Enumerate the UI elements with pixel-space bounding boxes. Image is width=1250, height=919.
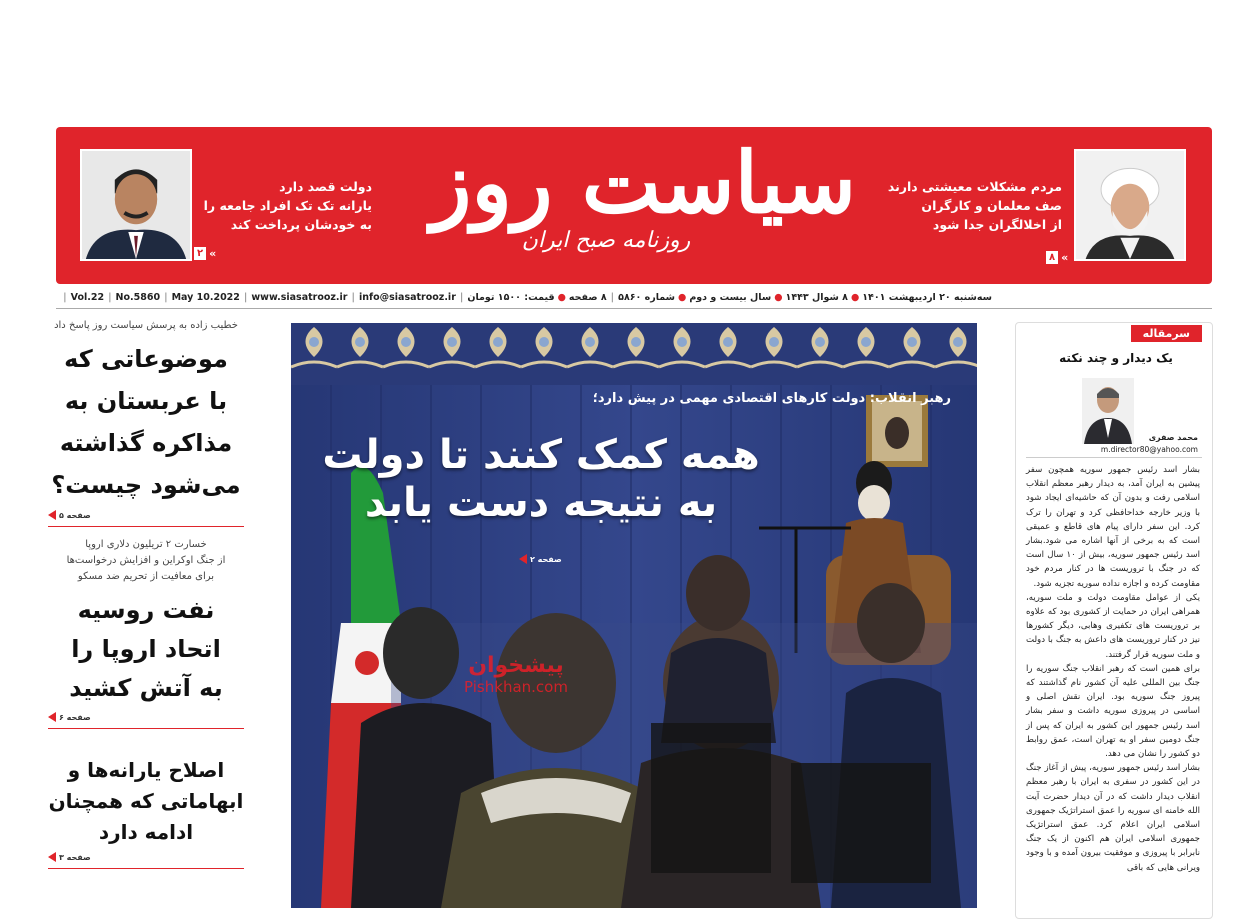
page-reference-label: صفحه ۲: [530, 554, 562, 564]
teaser-line: صف معلمان و کارگران: [921, 198, 1062, 213]
headline-line: ادامه دارد: [98, 820, 194, 844]
headline-line: به نتیجه دست یابد: [364, 480, 718, 526]
headline-line: با عربستان به: [64, 387, 228, 415]
editorial-paragraph: بشار اسد رئیس جمهور سوریه، پیش از آغاز جنگ در این کشور در سفری به ایران با رهبر معظم انقلاب دیدار داشت که در آن دیدار حضرت آیت الله خامنه ای سوریه را عمق استراتژیک جمهوری اسلامی ایران اعلام کرد. عمق استراتژیک جمهوری اسلامی ایران هم اکنون از یک جنگ نابرابر با پیروزی و موفقیت بیرون آمده و با وجود ویرانی هایی که باقی: [1026, 763, 1200, 873]
logo-subtitle: روزنامه صبح ایران: [521, 228, 691, 253]
headline-line: ابهاماتی که همچنان: [48, 789, 244, 813]
issue-number: شماره ۵۸۶۰: [618, 292, 676, 303]
page-reference[interactable]: [48, 510, 91, 520]
issue-number-en: No.5860: [115, 292, 161, 303]
author-photo: [1082, 378, 1134, 444]
page-count: ۸ صفحه: [568, 292, 607, 303]
watermark-persian: پیشخوان: [468, 653, 564, 678]
date-persian: سه‌شنبه ۲۰ اردیبهشت ۱۴۰۱: [862, 292, 992, 303]
headline-line: نفت روسیه: [77, 596, 215, 624]
editorial-body: [1026, 463, 1200, 875]
editorial-paragraph: برای همین است که رهبر انقلاب جنگ سوریه را جنگ بین المللی علیه آن کشور نام گذاشتند که پیروز جنگ سوریه بود. ایران نقش اصلی و اساسی در پیروزی سوریه داشت و سفر بشار اسد رئیس جمهور این کشور به ایران که پس از جنگ دومین سفر او به تهران است، عمق روابط دو کشور را نشان می دهد.: [1026, 663, 1200, 760]
volume: Vol.22: [70, 292, 105, 303]
page-reference-label: صفحه ۵: [59, 510, 91, 520]
teaser-left[interactable]: [192, 177, 372, 234]
teaser-line: از اخلالگران جدا شود: [932, 217, 1062, 232]
meeting-scene-image: [291, 323, 977, 908]
page-number: ۸: [1046, 251, 1058, 264]
author-email[interactable]: m.director80@yahoo.com: [1100, 445, 1198, 454]
divider: [48, 728, 244, 729]
main-story-kicker: رهبر انقلاب: دولت کارهای اقتصادی مهمی در پیش دارد؛: [592, 391, 951, 406]
teaser-line: دولت قصد دارد: [279, 179, 372, 194]
watermark-latin: Pishkhan.com: [464, 678, 568, 696]
story-headline: [48, 338, 244, 506]
main-story-photo[interactable]: [291, 323, 977, 908]
page-reference[interactable]: [48, 712, 91, 722]
headline-line: موضوعاتی که: [64, 345, 228, 373]
story-subsidy-reform[interactable]: [48, 755, 244, 869]
newspaper-logo[interactable]: [430, 131, 856, 281]
headline-line: مذاکره گذاشته: [59, 429, 233, 457]
watermark: [441, 653, 591, 696]
main-story-headline[interactable]: [311, 431, 771, 527]
kicker-line: برای معافیت از تحریم ضد مسکو: [77, 571, 215, 582]
dateline: [56, 287, 1212, 309]
editorial-title[interactable]: یک دیدار و چند نکته: [1059, 351, 1173, 365]
editorial-paragraph: بشار اسد رئیس جمهور سوریه همچون سفر پیشین به ایران آمد، به دیدار رهبر معظم انقلاب اسلامی رفت و بدون آن که حاشیه‌ای ایجاد شود با وزیر خارجه خداحافظی کرد و تهران را ترک کرد. این سفر دارای پیام های قاطع و عمیقی است که به برخی از آنها اشاره می شود.بشار اسد رئیس جمهور سوریه، بیش از ۱۰ سال است که در جنگ با تروریست ها در کنار مردم خود مقاومت کرده و اجازه نداده سوریه تجزیه شود.: [1026, 465, 1200, 589]
page-reference-label: صفحه ۳: [59, 852, 91, 862]
website-link[interactable]: www.siasatrooz.ir: [251, 292, 348, 303]
headline-line: اتحاد اروپا را: [71, 635, 221, 663]
teaser-left-pageref[interactable]: [194, 247, 216, 260]
editorial-paragraph: یکی از عوامل مقاومت دولت و ملت سوریه، همراهی ایران در حمایت از کشوری بود که علاوه بر تروریست های تکفیری وهابی، دیگر کشورها نیز در کنار تروریست های داعش به جنگ با دولت و ملت سوریه قرار گرفتند.: [1026, 592, 1200, 660]
teaser-line: یارانه تک تک افراد جامعه را: [203, 198, 372, 213]
year-label: سال بیست و دوم: [689, 292, 772, 303]
teaser-right-pageref[interactable]: [1046, 251, 1068, 264]
divider: [48, 868, 244, 869]
date-en: May 10.2022: [171, 292, 240, 303]
double-chevron-icon: «: [1061, 251, 1069, 264]
headline-line: به آتش کشید: [69, 674, 223, 702]
story-kicker: [48, 537, 244, 585]
arrow-icon: [48, 852, 56, 862]
editorial-column[interactable]: [1015, 322, 1213, 919]
masthead: [56, 127, 1212, 284]
story-headline: [48, 591, 244, 708]
teaser-line: به خودشان پرداخت کند: [230, 217, 372, 232]
author-name: محمد صفری: [1148, 433, 1198, 442]
story-saudi-talks[interactable]: [48, 318, 244, 527]
page-number: ۲: [194, 247, 206, 260]
kicker-line: خسارت ۲ تریلیون دلاری اروپا: [85, 539, 207, 550]
teaser-right[interactable]: [882, 177, 1062, 234]
logo-title: سیاست روز: [430, 133, 856, 232]
story-headline: [48, 755, 244, 848]
official-portrait-photo[interactable]: [80, 149, 192, 261]
page-reference[interactable]: [48, 852, 91, 862]
double-chevron-icon: «: [209, 247, 217, 260]
page-reference[interactable]: [519, 554, 562, 564]
arrow-icon: [48, 510, 56, 520]
story-russian-oil[interactable]: [48, 537, 244, 729]
arrow-icon: [519, 554, 527, 564]
headline-line: اصلاح یارانه‌ها و: [67, 758, 225, 782]
cleric-portrait-photo[interactable]: [1074, 149, 1186, 261]
headline-line: همه کمک کنند تا دولت: [322, 432, 760, 478]
divider: [1026, 457, 1202, 458]
dateline-persian: سه‌شنبه ۲۰ اردیبهشت ۱۴۰۱●۸ شوال ۱۴۴۳●سال بیست و دوم●شماره ۵۸۶۰|۸ صفحه●قیمت: ۱۵۰۰ تومان|: [459, 292, 992, 303]
page-reference-label: صفحه ۶: [59, 712, 91, 722]
price: قیمت: ۱۵۰۰ تومان: [467, 292, 555, 303]
headline-line: می‌شود چیست؟: [51, 471, 241, 499]
editorial-label: سرمقاله: [1131, 325, 1202, 342]
left-column: [48, 318, 244, 918]
dateline-latin: | Vol.22 | No.5860 | May 10.2022 | www.siasatrooz.ir | info@siasatrooz.ir: [63, 292, 456, 303]
story-kicker: خطیب زاده به پرسش سیاست روز پاسخ داد: [54, 320, 238, 331]
arrow-icon: [48, 712, 56, 722]
kicker-line: از جنگ اوکراین و افزایش درخواست‌ها: [66, 555, 226, 566]
email-link[interactable]: info@siasatrooz.ir: [358, 292, 456, 303]
divider: [48, 526, 244, 527]
teaser-line: مردم مشکلات معیشتی دارند: [887, 179, 1062, 194]
date-hijri: ۸ شوال ۱۴۴۳: [785, 292, 848, 303]
